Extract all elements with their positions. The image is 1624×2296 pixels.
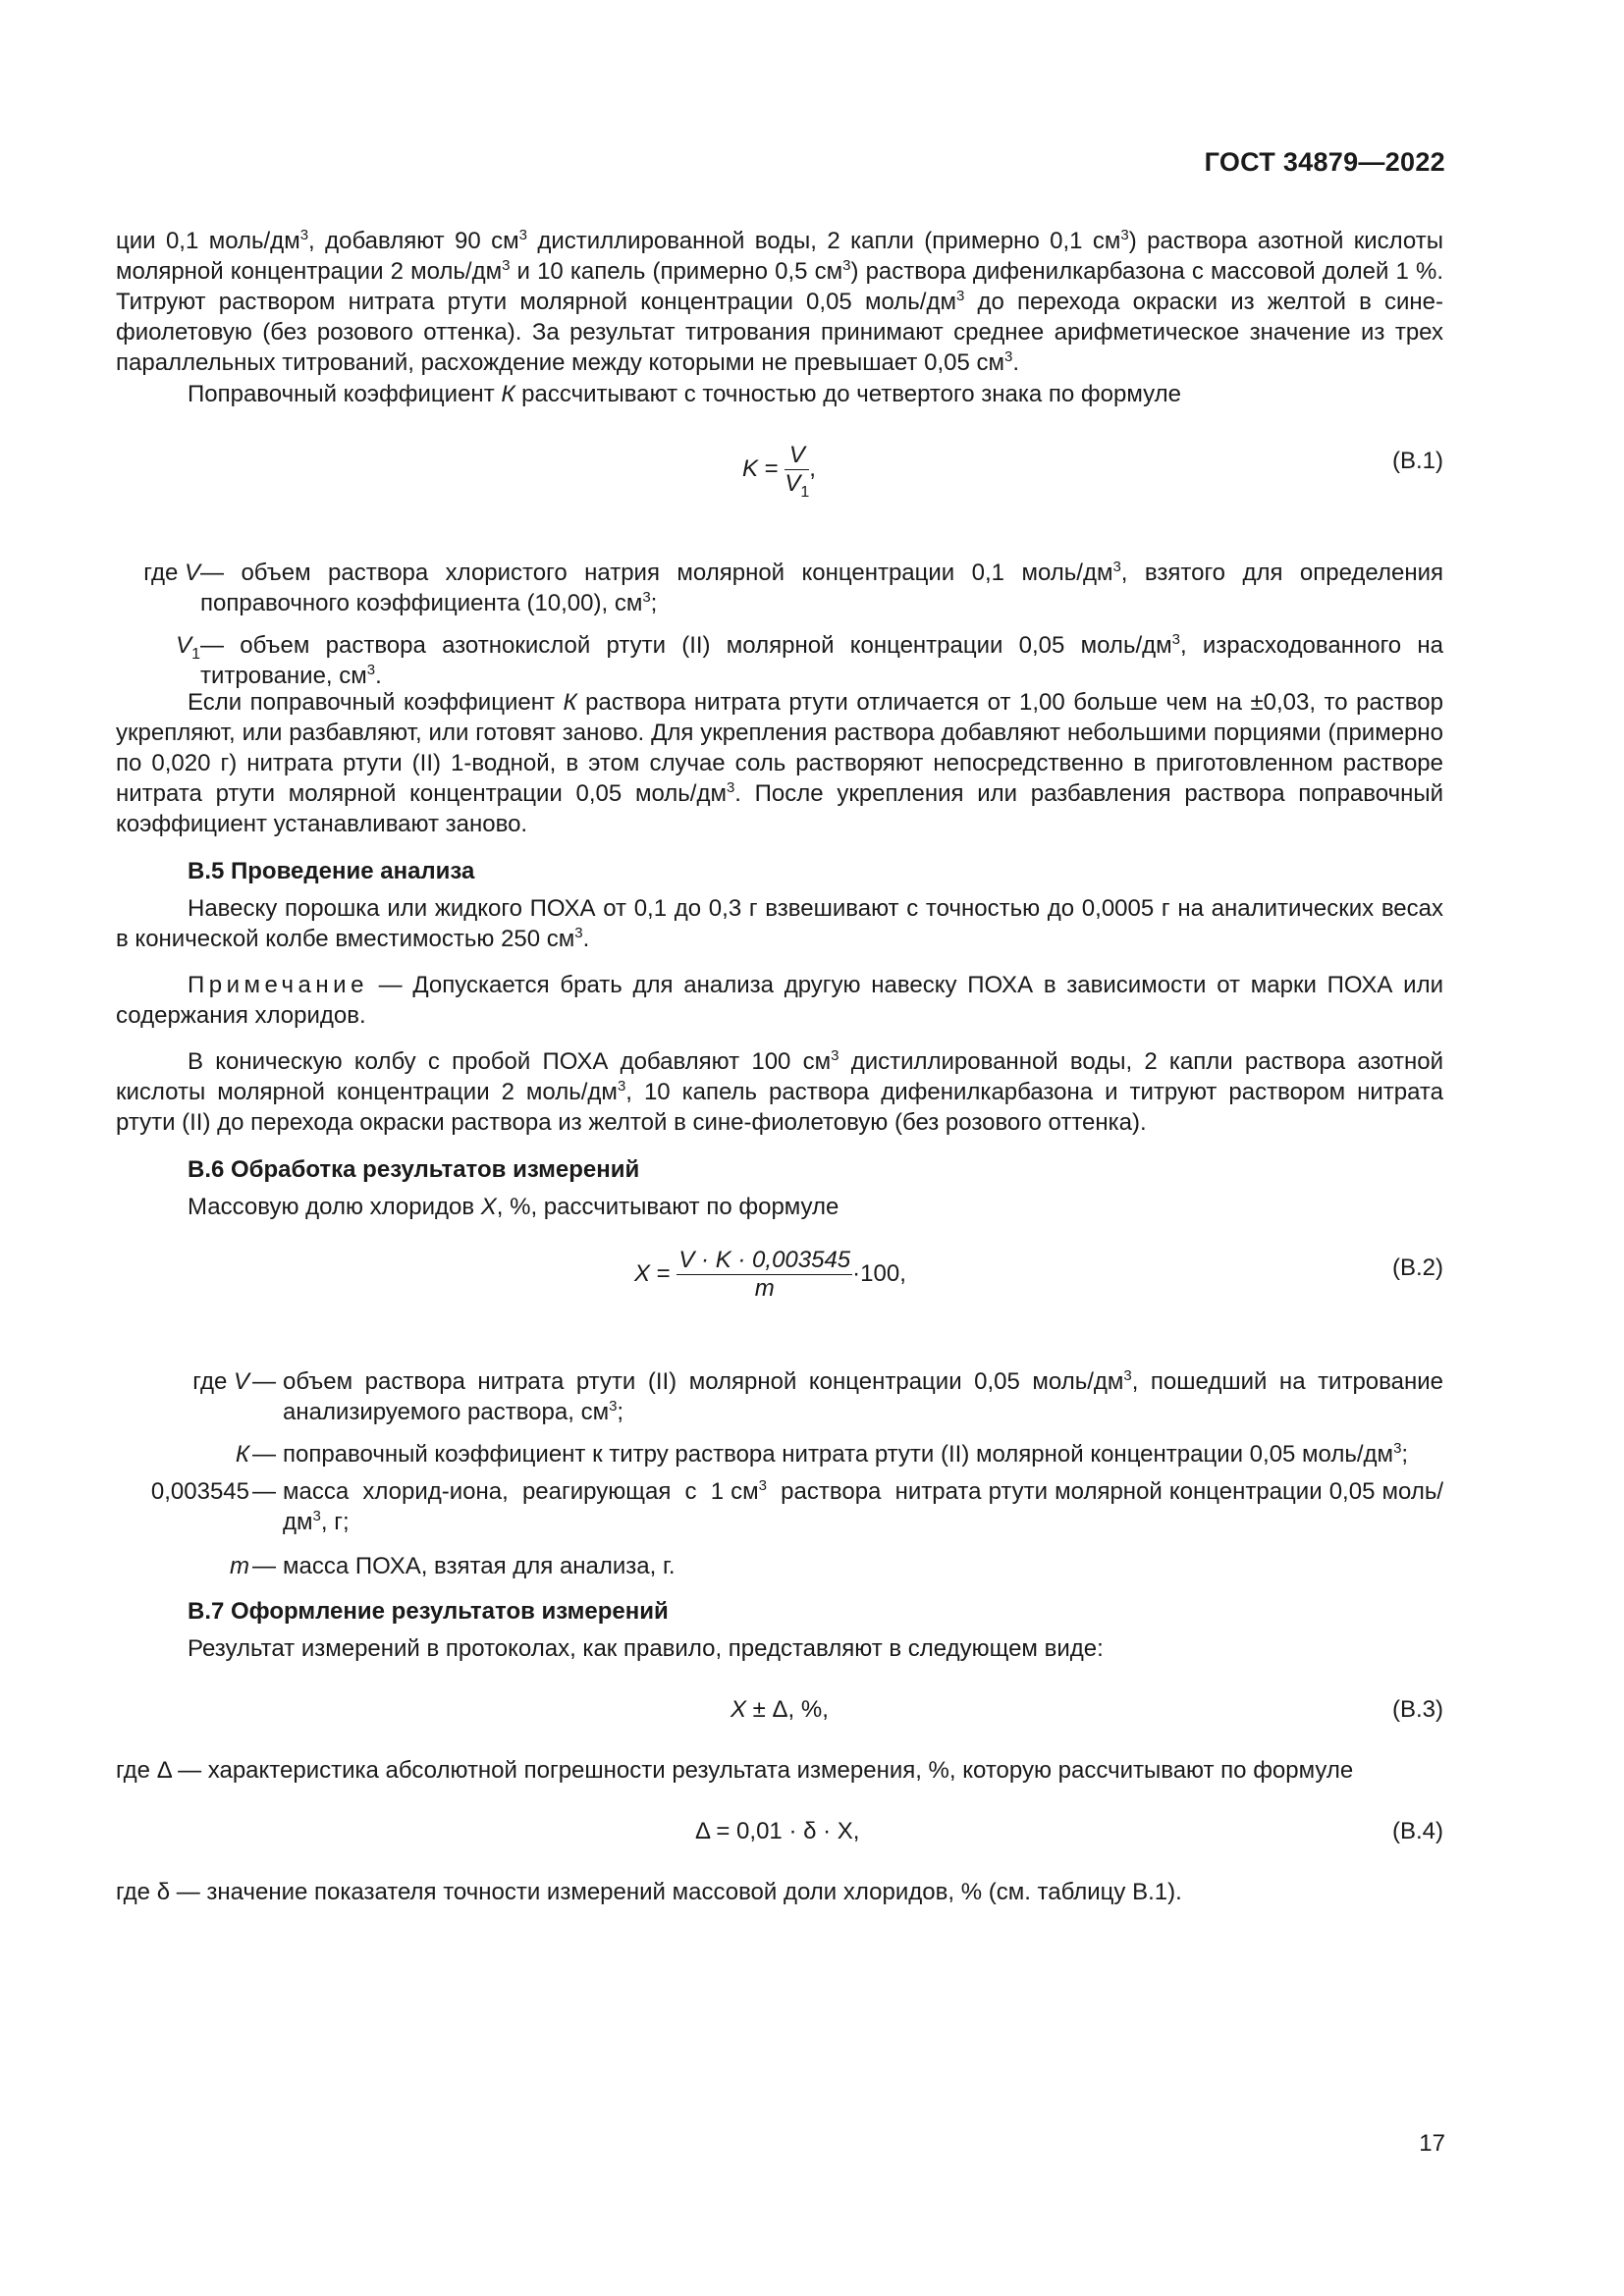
formula-b1-label: (В.1) (1391, 448, 1443, 474)
section-b6-paragraph: Массовую долю хлоридов X, %, рассчитывают по формуле (188, 1194, 839, 1220)
definition-b2-constant: 0,003545 — масса хлорид-иона, реагирующая с 1 $см^3$ раствора нитрата ртути молярной концентрации 0,05 моль/$дм^3$, г; (150, 1477, 1444, 1535)
formula-b2-expression: X = $\frac{V \cdot K \cdot 0,003545}{m}$ ·100, (634, 1247, 906, 1302)
section-b7-paragraph: Результат измерений в протоколах, как правило, представляют в следующем виде: (188, 1635, 1104, 1662)
formula-b4-label: (В.4) (1391, 1818, 1443, 1844)
definition-b2-k: К — поправочный коэффициент к титру раствора нитрата ртути (II) молярной концентрации 0,05 моль/$дм^3$; (235, 1440, 1409, 1468)
formula-b3-expression: X ± Δ, %, (731, 1696, 829, 1723)
section-b5-note: Примечание — Допускается брать для анализа другую навеску ПОХА в зависимости от марки ПОХА или содержания хлоридов. (116, 972, 1443, 1029)
section-b5-paragraph-2: В коническую колбу с пробой ПОХА добавляют 100 $см^3$ дистиллированной воды, 2 капли раствора азотной кислоты молярной концентрации 2 моль/$дм^3$, 10 капель раствора дифенилкарбазона и титруют раствором нитрата ртути (II) до перехода окраски раствора из желтой в сине-фиолетовую (без розового оттенка). (116, 1047, 1444, 1136)
formula-b3-label: (В.3) (1391, 1696, 1443, 1723)
definition-b2-m: m — масса ПОХА, взятая для анализа, г. (230, 1553, 676, 1579)
formula-b1-expression: K = $\frac{V}{V_1}$ , (742, 442, 816, 501)
section-b5-heading: В.5 Проведение анализа (188, 858, 475, 884)
section-b6-heading: В.6 Обработка результатов измерений (188, 1156, 640, 1183)
standard-code-header: ГОСТ 34879—2022 (1204, 147, 1445, 177)
formula-b3 (0, 1694, 1443, 1734)
intro-paragraph: ции 0,1 моль/$дм^3$, добавляют 90 $см^3$ дистиллированной воды, 2 капли (примерно 0,1 $см^3$) раствора азотной кислоты молярной концентрации 2 моль/$дм^3$ и 10 капель (примерно 0,5 $см^3$) раствора дифенилкарбазона с массовой долей 1 %. Титруют раствором нитрата ртути молярной концентрации 0,05 моль/$дм^3$ до перехода окраски из желтой в сине-фиолетовую (без розового оттенка). За результат титрования принимают среднее арифметическое значение из трех параллельных титрований, расхождение между которыми не превышает 0,05 $см^3$. (116, 227, 1443, 376)
correction-paragraph: Если поправочный коэффициент К раствора нитрата ртути отличается от 1,00 больше чем на ±0,03, то раствор укрепляют, или разбавляют, или готовят заново. Для укрепления раствора добавляют небольшими порциями (примерно по 0,020 г) нитрата ртути (II) 1-водной, в этом случае соль растворяют непосредственно в приготовленном растворе нитрата ртути молярной концентрации 0,05 моль/$дм^3$. После укрепления или разбавления раствора поправочный коэффициент устанавливают заново. (116, 689, 1443, 837)
page-number: 17 (1419, 2130, 1445, 2157)
formula-b2 (0, 1247, 1443, 1325)
definition-v1: $V_1$ — объем раствора азотнокислой ртути (II) молярной концентрации 0,05 моль/$дм^3$, израсходованного на титрование, $см^3$. (176, 631, 1443, 689)
section-b7-heading: В.7 Оформление результатов измерений (188, 1598, 669, 1625)
formula-b4-expression: Δ = 0,01 · δ · X, (695, 1818, 860, 1844)
delta-small-definition: где δ — значение показателя точности измерений массовой доли хлоридов, % (см. таблицу В.1). (116, 1879, 1182, 1905)
section-b5-paragraph: Навеску порошка или жидкого ПОХА от 0,1 до 0,3 г взвешивают с точностью до 0,0005 г на аналитических весах в конической колбе вместимостью 250 $см^3$. (116, 895, 1443, 952)
formula-b1 (0, 442, 1443, 520)
formula-b4 (0, 1816, 1443, 1855)
formula-b2-label: (В.2) (1391, 1255, 1443, 1281)
definition-v: где V — объем раствора хлористого натрия молярной концентрации 0,1 моль/$дм^3$, взятого для определения поправочного коэффициента (10,00), $см^3$; (143, 559, 1443, 616)
coef-intro-paragraph: Поправочный коэффициент К рассчитывают с точностью до четвертого знака по формуле (188, 381, 1181, 407)
delta-definition: где Δ — характеристика абсолютной погрешности результата измерения, %, которую рассчитывают по формуле (116, 1757, 1354, 1784)
definition-b2-v: где V — объем раствора нитрата ртути (II) молярной концентрации 0,05 моль/$дм^3$, пошедший на титрование анализируемого раствора, $см^3$; (192, 1367, 1443, 1425)
